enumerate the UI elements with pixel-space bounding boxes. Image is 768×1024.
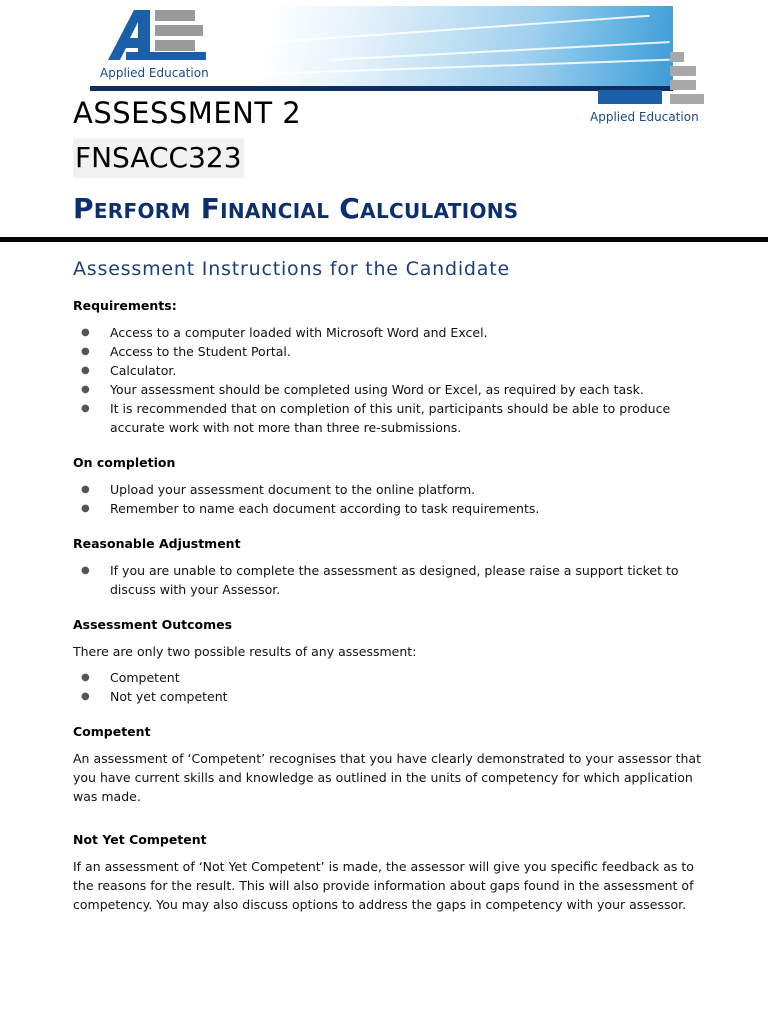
- competent-text: An assessment of ‘Competent’ recognises that you have clearly demonstrated to your assessor that you have current skills and knowledge as outlined in the units of competency for which application was made.: [73, 751, 701, 804]
- bullet-icon: ●: [81, 672, 90, 683]
- requirements-section: [73, 296, 703, 437]
- on-completion-section: [73, 453, 703, 518]
- title-divider: [0, 237, 768, 242]
- bullet-icon: ●: [81, 503, 90, 514]
- assessment-outcomes-heading: Assessment Outcomes: [73, 617, 233, 632]
- list-item: ● If you are unable to complete the assessment as designed, please raise a support ticket to discuss with your Assessor.: [81, 563, 679, 597]
- bullet-icon: ●: [81, 691, 90, 702]
- list-item: ● Your assessment should be completed using Word or Excel, as required by each task.: [81, 382, 644, 397]
- banner-streak: [270, 15, 649, 44]
- reasonable-adjustment-heading: Reasonable Adjustment: [73, 536, 241, 551]
- brand-logo: [100, 8, 210, 80]
- assessment-outcomes-intro: There are only two possible results of any assessment:: [73, 644, 417, 659]
- list-item: ● Remember to name each document according to task requirements.: [81, 501, 540, 516]
- competent-heading: Competent: [73, 724, 151, 739]
- competent-section: [73, 722, 703, 806]
- unit-title: Perform Financial Calculations: [73, 192, 519, 225]
- bullet-icon: ●: [81, 565, 90, 576]
- list-item: ● Calculator.: [81, 363, 177, 378]
- bullet-icon: ●: [81, 346, 90, 357]
- unit-code: FNSACC323: [73, 138, 244, 178]
- requirements-heading: Requirements:: [73, 298, 177, 313]
- list-item: ● Upload your assessment document to the online platform.: [81, 482, 476, 497]
- brand-name-secondary: Applied Education: [590, 110, 699, 124]
- list-item: ● Not yet competent: [81, 689, 228, 704]
- bullet-icon: ●: [81, 484, 90, 495]
- logo-mark-icon: [590, 48, 710, 106]
- bullet-icon: ●: [81, 365, 90, 376]
- bullet-icon: ●: [81, 384, 90, 395]
- assessment-outcomes-list: [73, 668, 703, 706]
- instructions-content: [73, 296, 703, 930]
- assessment-title: ASSESSMENT 2: [73, 96, 302, 130]
- on-completion-heading: On completion: [73, 455, 176, 470]
- logo-mark-icon: [100, 8, 210, 64]
- section-subtitle: Assessment Instructions for the Candidate: [73, 258, 510, 280]
- not-yet-competent-heading: Not Yet Competent: [73, 832, 207, 847]
- not-yet-competent-text: If an assessment of ‘Not Yet Competent’ is made, the assessor will give you specific feedback as to the reasons for the result. This will also provide information about gaps found in the assessment of competency. You may also discuss options to address the gaps in competency with your assessor.: [73, 859, 694, 912]
- assessment-outcomes-section: [73, 615, 703, 706]
- not-yet-competent-section: [73, 830, 703, 914]
- bullet-icon: ●: [81, 403, 90, 414]
- brand-logo-secondary: [590, 48, 710, 128]
- list-item: ● Access to the Student Portal.: [81, 344, 291, 359]
- list-item: ● It is recommended that on completion of this unit, participants should be able to produce accurate work with not more than three re-submissions.: [81, 401, 671, 435]
- list-item: ● Competent: [81, 670, 180, 685]
- on-completion-list: [73, 480, 703, 518]
- reasonable-adjustment-section: [73, 534, 703, 599]
- list-item: ● Access to a computer loaded with Microsoft Word and Excel.: [81, 325, 488, 340]
- brand-name: Applied Education: [100, 66, 209, 80]
- requirements-list: [73, 323, 703, 437]
- bullet-icon: ●: [81, 327, 90, 338]
- reasonable-adjustment-list: [73, 561, 703, 599]
